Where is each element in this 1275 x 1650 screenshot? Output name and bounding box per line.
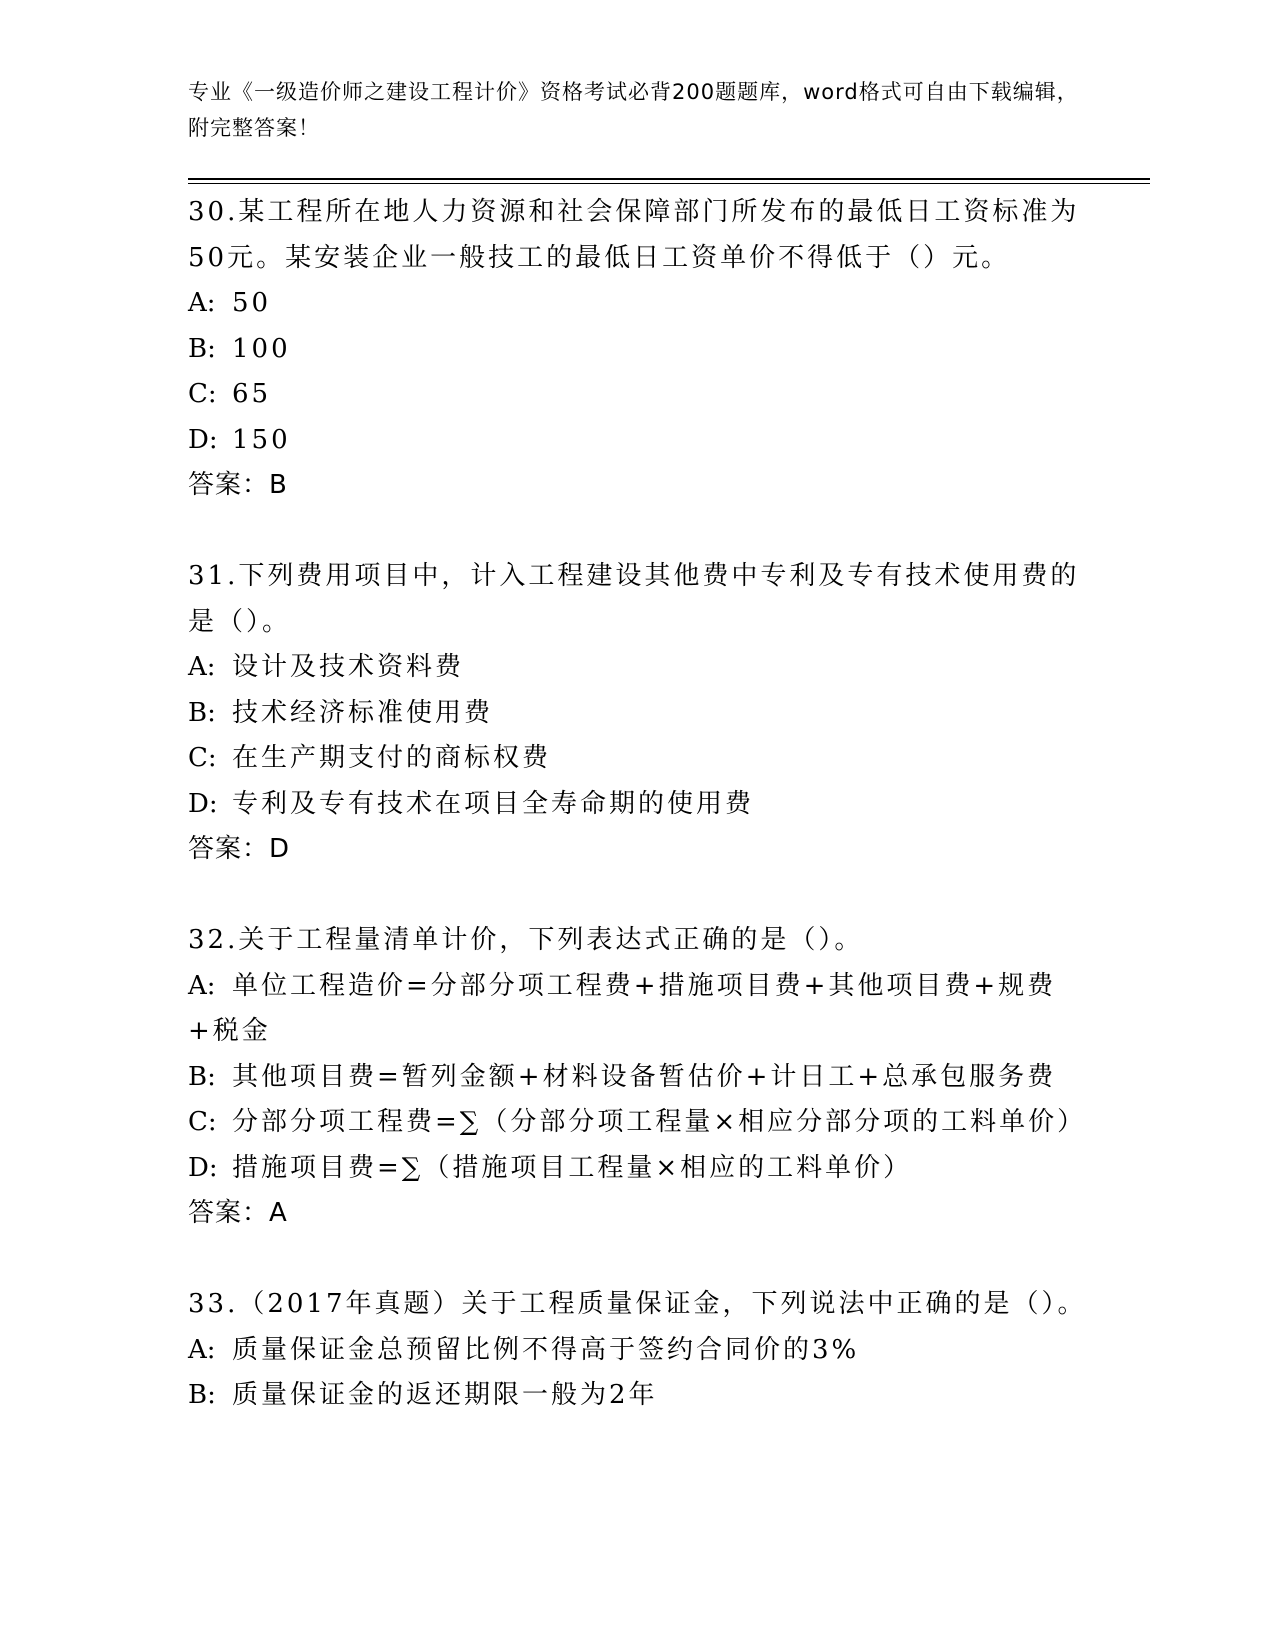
- question-30: [188, 190, 1088, 509]
- header-divider-thin: [188, 183, 1150, 184]
- option-text: 150: [232, 424, 291, 455]
- question-stem: 32.关于工程量清单计价，下列表达式正确的是（）。: [188, 925, 864, 955]
- question-stem: 33.（2017年真题）关于工程质量保证金，下列说法中正确的是（）。: [188, 1289, 1087, 1319]
- option-key: B:: [188, 333, 216, 364]
- option-text: 质量保证金总预留比例不得高于签约合同价的3%: [232, 1334, 860, 1365]
- document-header: 专业《一级造价师之建设工程计价》资格考试必背200题题库，word格式可自由下载编辑，附完整答案！: [188, 80, 1079, 140]
- option-a: [188, 964, 1088, 1055]
- question-spacer: [188, 873, 1088, 919]
- question-spacer: [188, 1237, 1088, 1283]
- option-key: C:: [188, 1107, 217, 1137]
- option-b: [188, 327, 1088, 373]
- option-text: 分部分项工程费=∑（分部分项工程量×相应分部分项的工料单价）: [232, 1107, 1087, 1137]
- option-text: 质量保证金的返还期限一般为2年: [232, 1380, 658, 1410]
- option-text: 单位工程造价=分部分项工程费+措施项目费+其他项目费+规费+税金: [188, 970, 1057, 1046]
- option-key: C:: [188, 379, 217, 409]
- option-text: 设计及技术资料费: [232, 652, 465, 682]
- question-list: [188, 190, 1088, 1419]
- option-key: D:: [188, 788, 218, 819]
- header-divider-thick: [188, 178, 1150, 180]
- answer-line: 答案：B: [188, 470, 288, 500]
- option-b: [188, 691, 1088, 737]
- option-key: A:: [188, 288, 216, 318]
- question-spacer: [188, 509, 1088, 555]
- answer-line: 答案：D: [188, 834, 291, 864]
- option-a: [188, 1328, 1088, 1374]
- option-key: C:: [188, 743, 217, 773]
- question-stem: 30.某工程所在地人力资源和社会保障部门所发布的最低日工资标准为50元。某安装企业一般技工的最低日工资单价不得低于（）元。: [188, 197, 1080, 273]
- option-text: 措施项目费=∑（措施项目工程量×相应的工料单价）: [232, 1152, 913, 1183]
- option-d: [188, 1146, 1088, 1192]
- option-a: [188, 281, 1088, 327]
- question-33: [188, 1282, 1088, 1419]
- option-key: B:: [188, 1061, 216, 1092]
- option-key: D:: [188, 1152, 218, 1183]
- option-key: A:: [188, 1334, 216, 1365]
- option-b: [188, 1373, 1088, 1419]
- question-stem: 31.下列费用项目中，计入工程建设其他费中专利及专有技术使用费的是（）。: [188, 561, 1080, 637]
- option-key: A:: [188, 652, 216, 682]
- option-key: D:: [188, 424, 218, 455]
- answer-line: 答案：A: [188, 1198, 288, 1228]
- option-c: [188, 372, 1088, 418]
- question-31: [188, 554, 1088, 873]
- option-key: B:: [188, 1380, 216, 1410]
- option-text: 50: [232, 288, 272, 318]
- option-text: 技术经济标准使用费: [232, 697, 494, 728]
- option-b: [188, 1055, 1088, 1101]
- option-text: 65: [232, 379, 272, 409]
- option-key: A:: [188, 970, 216, 1001]
- option-c: [188, 736, 1088, 782]
- option-d: [188, 782, 1088, 828]
- option-a: [188, 645, 1088, 691]
- question-32: [188, 918, 1088, 1237]
- option-d: [188, 418, 1088, 464]
- option-c: [188, 1100, 1088, 1146]
- option-key: B:: [188, 697, 216, 728]
- option-text: 100: [232, 333, 291, 364]
- option-text: 其他项目费=暂列金额+材料设备暂估价+计日工+总承包服务费: [232, 1061, 1057, 1092]
- option-text: 专利及专有技术在项目全寿命期的使用费: [232, 788, 755, 819]
- option-text: 在生产期支付的商标权费: [232, 743, 552, 773]
